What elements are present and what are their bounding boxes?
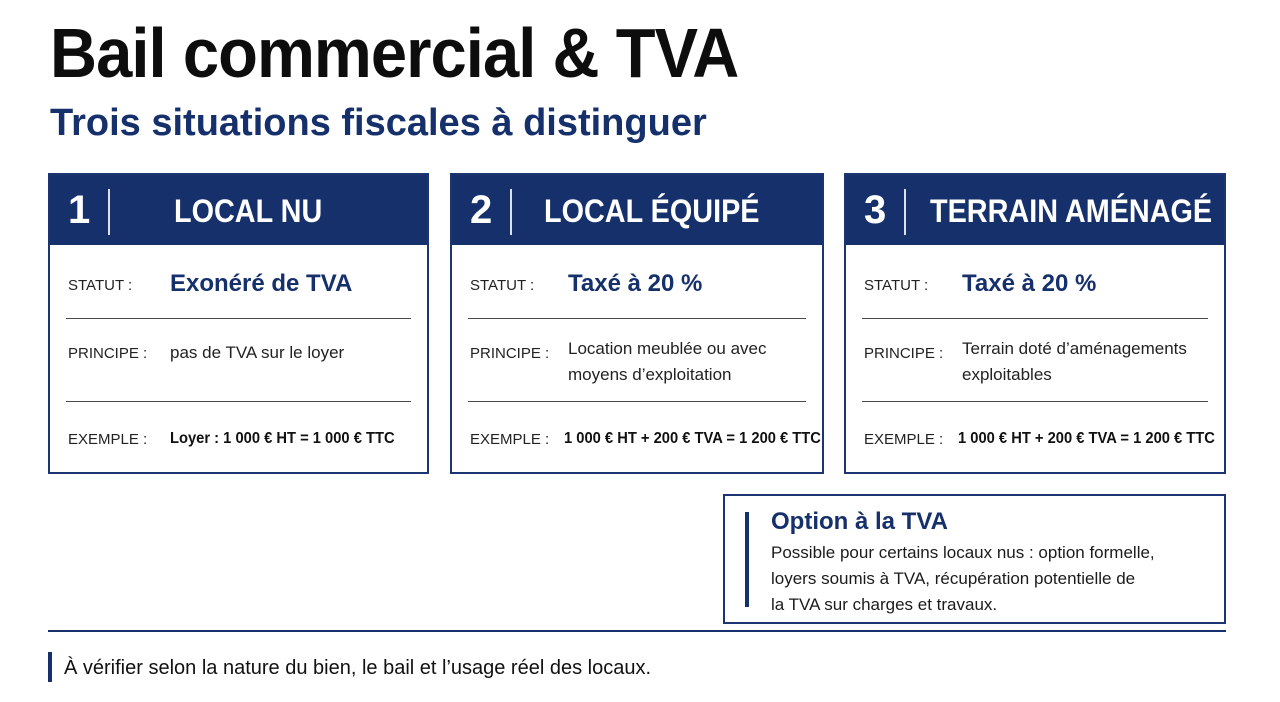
card-terrain-amenage xyxy=(844,173,1226,474)
divider-line xyxy=(66,318,411,319)
divider-line xyxy=(862,318,1208,319)
principe-text xyxy=(962,336,1187,388)
statut-value: Taxé à 20 % xyxy=(568,270,703,297)
principe-label: PRINCIPE : xyxy=(68,345,148,362)
principe-line-1: pas de TVA sur le loyer xyxy=(170,343,345,362)
card-number: 3 xyxy=(864,188,887,232)
statut-label: STATUT : xyxy=(68,277,133,294)
exemple-label: EXEMPLE : xyxy=(864,431,944,448)
card-number: 1 xyxy=(68,188,91,232)
card-header-separator xyxy=(904,189,906,235)
exemple-label: EXEMPLE : xyxy=(470,431,550,448)
principe-text xyxy=(568,336,766,388)
card-header-separator xyxy=(108,189,110,235)
exemple-value: 1 000 € HT + 200 € TVA = 1 200 € TTC xyxy=(958,430,1215,447)
card-header xyxy=(846,175,1224,245)
page-subtitle: Trois situations fiscales à distinguer xyxy=(50,102,707,144)
divider-line xyxy=(66,401,411,402)
principe-line-1: Terrain doté d’aménagements xyxy=(962,339,1187,358)
page-title: Bail commercial & TVA xyxy=(50,14,739,92)
card-header-separator xyxy=(510,189,512,235)
card-header xyxy=(452,175,822,245)
exemple-value: 1 000 € HT + 200 € TVA = 1 200 € TTC xyxy=(564,430,821,447)
option-title: Option à la TVA xyxy=(771,508,948,535)
principe-line-2: exploitables xyxy=(962,365,1052,384)
footer-note: À vérifier selon la nature du bien, le bail et l’usage réel des locaux. xyxy=(64,657,652,679)
statut-label: STATUT : xyxy=(470,277,535,294)
divider-line xyxy=(468,401,806,402)
option-line-1: Possible pour certains locaux nus : option formelle, xyxy=(771,543,1155,562)
card-title: LOCAL ÉQUIPÉ xyxy=(544,193,760,229)
principe-label: PRINCIPE : xyxy=(470,345,550,362)
divider-line xyxy=(468,318,806,319)
statut-value: Taxé à 20 % xyxy=(962,270,1097,297)
card-title: LOCAL NU xyxy=(174,193,323,229)
card-number: 2 xyxy=(470,188,493,232)
exemple-value: Loyer : 1 000 € HT = 1 000 € TTC xyxy=(170,430,395,447)
option-tva-box xyxy=(723,494,1226,624)
footer-accent-bar xyxy=(48,652,52,682)
option-line-3: la TVA sur charges et travaux. xyxy=(771,595,998,614)
principe-line-1: Location meublée ou avec xyxy=(568,339,767,358)
principe-line-2: moyens d’exploitation xyxy=(568,365,732,384)
card-header xyxy=(50,175,427,245)
statut-label: STATUT : xyxy=(864,277,929,294)
card-title: TERRAIN AMÉNAGÉ xyxy=(930,193,1213,229)
option-text xyxy=(771,540,1211,618)
exemple-label: EXEMPLE : xyxy=(68,431,148,448)
principe-text xyxy=(170,340,344,366)
card-local-nu xyxy=(48,173,429,474)
divider-line xyxy=(862,401,1208,402)
statut-value: Exonéré de TVA xyxy=(170,270,353,297)
option-line-2: loyers soumis à TVA, récupération potentielle de xyxy=(771,569,1136,588)
principe-label: PRINCIPE : xyxy=(864,345,944,362)
option-accent-bar xyxy=(745,512,749,607)
card-local-equipe xyxy=(450,173,824,474)
footer-divider xyxy=(48,630,1226,632)
